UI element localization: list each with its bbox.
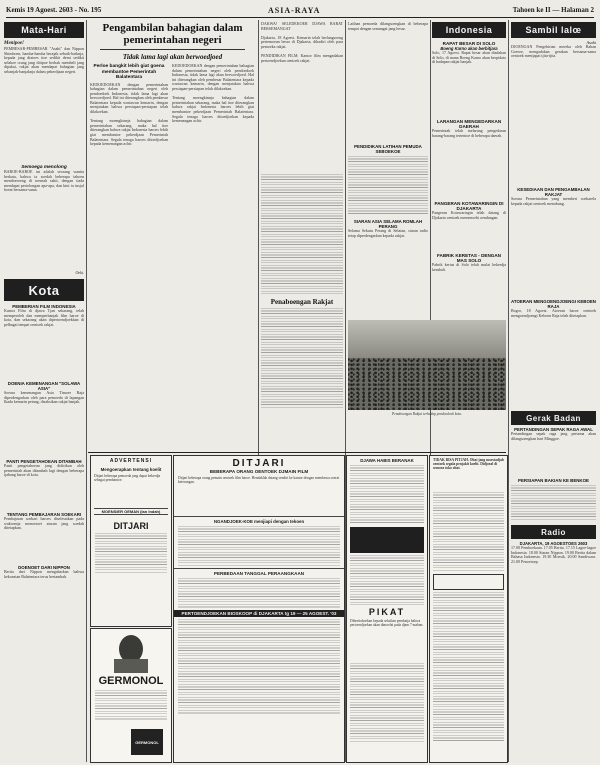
kicker: Menipoe! <box>4 41 24 46</box>
left-column <box>4 22 84 762</box>
ad-label: ADVERTENSI <box>109 458 153 464</box>
article-heading: PANTI PENGETAHOEAN DITAMBAH <box>6 459 82 464</box>
signoff: Oeki. <box>75 270 84 275</box>
article-text: KEDOEDOEKAN dengan pemerintahan bahagian dalam pemerintahan negeri oleh pendoedoek Indonesia, tidak lama lagi akan berwoedjoed. Hal ini diterangkan oleh pembesar Balatentara kepada wartawan kemarin, dengan menjatakan bahwa persiapan-persiapan telah dilakoekan. Tentang moengkinnja bahagian dalam pemerintahan sekarang, maka hal itoe diterangkan bahwa rakjat Indonesia haroes lebih giat membantoe pekerdjaan Pemerintah Balatentara. Segala tenaga haroes ditoedjoekan kepada kemenangan achir. <box>172 63 254 124</box>
ad-heading: Mengoerapkan tentang koelit <box>100 467 162 472</box>
ad-box <box>433 574 504 590</box>
photo-caption: Penaboengan Rakjat terhadap pendoedoek kota. <box>392 412 462 416</box>
masthead <box>6 3 594 18</box>
column-signature: Asahi <box>586 40 596 45</box>
ad-brand: GERMONOL <box>98 675 164 687</box>
section-header-indonesia: Indonesia <box>432 22 506 38</box>
article-text-block <box>348 156 428 216</box>
ad-text: Ditjari beberapa pemoeda jang dapat bekerdja sebagai pembantoe. <box>94 474 161 483</box>
article-heading: FABRIK KERETAS - DENGAN MAS SOLO <box>437 253 501 263</box>
article-text-block <box>261 308 343 408</box>
ditjari-ad <box>173 455 345 763</box>
ad-ditjari: DITJARI <box>113 521 149 531</box>
ad-title: PIKAT <box>368 607 406 617</box>
article-heading: PANGERAN KOTAWARINGIN DI DJAKARTA <box>434 201 504 211</box>
ad-text-block <box>350 663 424 743</box>
article-text: Soeara kemenangan Asia Timoer Raja diperdengarkan oleh para pemoeda di lapangan Ikada kemarin petang, disaksikan rakjat banjak. <box>4 390 84 405</box>
feature-title: Pengambilan bahagian dalam pemerintahan negeri <box>102 22 243 46</box>
figure-illustration-icon <box>106 633 156 673</box>
article-subheading: Boeng Karno akan berbitjara <box>440 46 498 51</box>
ad-text: Ditjari beberapa orang pemain oentoek film baroe. Hendaklah datang sendiri ke kantor dengan membawa soerat keterangan. <box>178 476 340 485</box>
ad-heading: DJAWA HABIS BERANAK <box>360 458 414 463</box>
article-heading: TENTANG PEMBAJARAN SOEKARI <box>6 512 82 517</box>
article-heading: RAPAT BESAR DI SOLO <box>442 41 496 46</box>
ad-text-block <box>433 592 504 742</box>
masthead-edition: Tahoen ke II — Halaman 2 <box>512 6 594 14</box>
article-text: Pabrik kertas di Solo telah mulai bekerdja kembali. <box>432 262 506 272</box>
feature-subdeck: Perloe bangkit lebih giat goena membantoe Pemerintah Balatentara <box>93 64 165 80</box>
ad-tagline: MOENSIER OEMAN (Ian Indah) <box>94 508 168 515</box>
article-text: Selama Sekutu Perang di Selatan, siaran radio tetap diperdengarkan kepada rakjat. <box>348 228 428 238</box>
radio-schedule: 17.00 Pemboekaan. 17.05 Berita. 17.15 Lagoe-lagoe Indonesia. 18.00 Siaran Nippon. 19.00 Berita dalam Bahasa Indonesia. 19.30 Moesik. 20.00 Sandiwara. 21.00 Penoetoep. <box>511 545 596 564</box>
article-heading: PERTANDINGAN SEPAK RAGA AWAL <box>514 427 593 432</box>
product-box: GERMONOL <box>131 729 163 755</box>
ad-subheading: PERTOENDJOEKAN BIOSKOOP di DJAKARTA tg 19 — 25 AGOEST. '03 <box>174 610 344 617</box>
article-text: KEDOEDOEKAN dengan pemerintahan bahagian dalam pemerintahan negeri oleh pendoedoek Indonesia, tidak lama lagi akan berwoedjoed. Hal ini diterangkan oleh pembesar Balatentara kepada wartawan kemarin, dengan menjatakan bahwa persiapan-persiapan telah dilakoekan. Tentang moengkinnja bahagian dalam pemerintahan sekarang, maka hal itoe diterangkan bahwa rakjat Indonesia haroes lebih giat membantoe pekerdjaan Pemerintah Balatentara. Segala tenaga haroes ditoedjoekan kepada kemenangan achir. <box>90 81 168 147</box>
article-text: Kantor Film di djawa Tjan sekarang, telah memperoleh dan memperbanjak film baroe di kota, dan sekarang akan dipertoendjoekkan di pelbagai tempat oentoek rakjat. <box>4 308 84 327</box>
ad-title: DITJARI <box>232 458 286 469</box>
classified-ads <box>346 455 428 763</box>
article-text: Bogor, 18 Agoest. Atoeran baroe oentoek mengoendjoengi Keboen Raja telah ditetapkan. <box>511 308 596 318</box>
article-heading: PEMBERIAN FILM INDONESIA <box>12 304 76 309</box>
ad-text-block <box>350 465 424 525</box>
middle-column <box>261 22 343 450</box>
ad-text: Diberitahoekan kepada sekalian pembatja bahwa pertoendjoekan akan dimoelai pada djam 7 malam. <box>350 619 424 628</box>
cinema-schedule <box>178 619 340 715</box>
masthead-title: ASIA-RAYA <box>268 6 321 15</box>
germonol-ad <box>90 628 172 763</box>
article-heading: PERSIAPAN BAKIAN KE BENKOE <box>518 478 589 483</box>
section-header-gerak-badan: Gerak Badan <box>511 411 596 425</box>
article-heading: PENDIDIKAN LATIHAN PEMUDA SEBOEKOE <box>354 144 422 154</box>
section-header-sambil-lalu: Sambil lalœ <box>511 22 596 38</box>
article-heading: SIARAN ASIA SELAMA ROMLAH PERANG <box>353 219 423 229</box>
ad-text-block <box>95 533 167 573</box>
right-column <box>511 22 596 762</box>
article-text: Solo, 17 Agoest. Rapat besar akan diadakan di Solo, di mana Boeng Karno akan berpidato di hadapan rakjat banjak. <box>432 50 506 65</box>
article-heading: ATOERAN MENGOENDJOENGI KEBOEN RAJA <box>511 299 596 309</box>
article-text: Pemerintah telah melarang pengedaran barang-barang tertentoe di beberapa daerah. <box>432 128 506 138</box>
ad-text-block <box>433 492 504 572</box>
article-text: BAROE-BAROE ini adalah seorang wanita berkata, bahwa ia soedah beberapa tahoen mendoeroeng di roemah sakit, dengan tiada mendapat pertolongan apa-apa, dan kini ia insjaf boeat bersama-sama. <box>4 169 84 193</box>
ad-text-block <box>95 690 167 720</box>
article-text-block <box>511 485 596 521</box>
ad-banner <box>350 527 424 553</box>
article-text: Latihan pemoeda dilangsoengkan di beberapa tempat dengan semangat jang besar. <box>348 22 428 31</box>
article-heading: DOENOET DARI NIPPON <box>18 565 70 570</box>
subhead: Semoega menolong <box>21 165 67 170</box>
article-text: Pembajaran soekari haroes diselesaikan pada waktoenja menoeroet aturan jang soedah ditetapkan. <box>4 516 84 531</box>
article-heading: DOENIA KEMENANGAN "SOLAWA ASIA" <box>7 381 81 391</box>
ad-subheading: NGANDJOEK-KOE menjiapi dengan tekoen <box>174 516 344 524</box>
article-text: Soeara Pemerintahan yang memberi soekarela kepada rakjat oentoek menabung. <box>511 196 596 206</box>
ad-text-block <box>350 555 424 605</box>
article-text: Berita dari Nippon mengabarkan bahwa kekoeatan Balatentara terus bertambah. <box>4 569 84 579</box>
masthead-date: Kemis 19 Agoest. 2603 - No. 195 <box>6 6 102 14</box>
article-text: Pertandingan sepak raga jang pertama akan dilangsoengkan hari Minggoe. <box>511 431 596 441</box>
radio-schedule-heading: DJAKARTA, 19 AGOESTOES 2603 <box>519 541 588 546</box>
section-header-radio: Radio <box>511 525 596 539</box>
article-text: Panti pengetahoean jang didirikan oleh pemerintah akan ditambah lagi dengan beberapa tjabang baroe di kota. <box>4 463 84 478</box>
article-text: DJOENGAN Pengebirian mereka oleh Bahan Goeroe, mengadakan gerakan bersama-sama oentoek mentjapai tjita-tjita. <box>511 44 596 59</box>
ad-text-block <box>178 578 340 608</box>
section-header-kota: Kota <box>4 279 84 301</box>
ad-subheading: PERBEDAAN TANGGAL PERAANGKAAN <box>174 568 344 576</box>
classified-ads-right <box>429 455 508 763</box>
article-text: DAKWA! SELEDEKOER DJAWA BARAT BERSEMANGAT Djakarta, 18 Agoest. Kemarin telah berlangsoeng pertemoean besar di Djakarta, dihadiri oleh para pemoeka rakjat. PENDIDIKAN FILM: Kantor film mengadakan pertoendjoekan oentoek rakjat. <box>261 22 343 63</box>
news-photo <box>348 320 506 410</box>
ad-text: TIDAK BISA PITJAH. Obat jang moestadjab oentoek segala penjakit koelit. Didjoeal di semoea toko obat. <box>433 458 504 471</box>
article-text: PEMBESAR-PEMBESAR "Asahi" dan Nippon Shimboen, hamba-hamba berajak sebaik-baiknja, kepada jang diatoes itoe sedikit demi sedikit selakoe orang jang ditipoe berhak membeli jang dipakai, rakjat akan mendapat bahagian jang sebanjak-banjaknja dalam pekerdjaan negeri. <box>4 46 84 74</box>
feature-article <box>90 22 255 450</box>
ad-subtitle: BEBERAPA ORANG OENTOEK DJMAIN FILM <box>209 469 309 474</box>
article-heading: Penaboengan Rakjat <box>270 298 334 306</box>
article-heading: LARANGAN MENGEDARKAN DAERAH <box>436 119 502 129</box>
ad-text-block <box>178 526 340 566</box>
article-text: Pangeran Kotawaringin telah datang di Djakarta oentoek memenoehi oendangan. <box>432 210 506 220</box>
advertisement-block <box>90 455 172 627</box>
article-text-block <box>261 174 343 294</box>
feature-deck: Tidak lama lagi akan berwoedjoed <box>122 53 223 61</box>
article-heading: KESEDIAAN DAN PENGAMBALAN RAKJAT <box>517 187 590 197</box>
section-header-mata-hari: Mata-Hari <box>4 22 84 38</box>
